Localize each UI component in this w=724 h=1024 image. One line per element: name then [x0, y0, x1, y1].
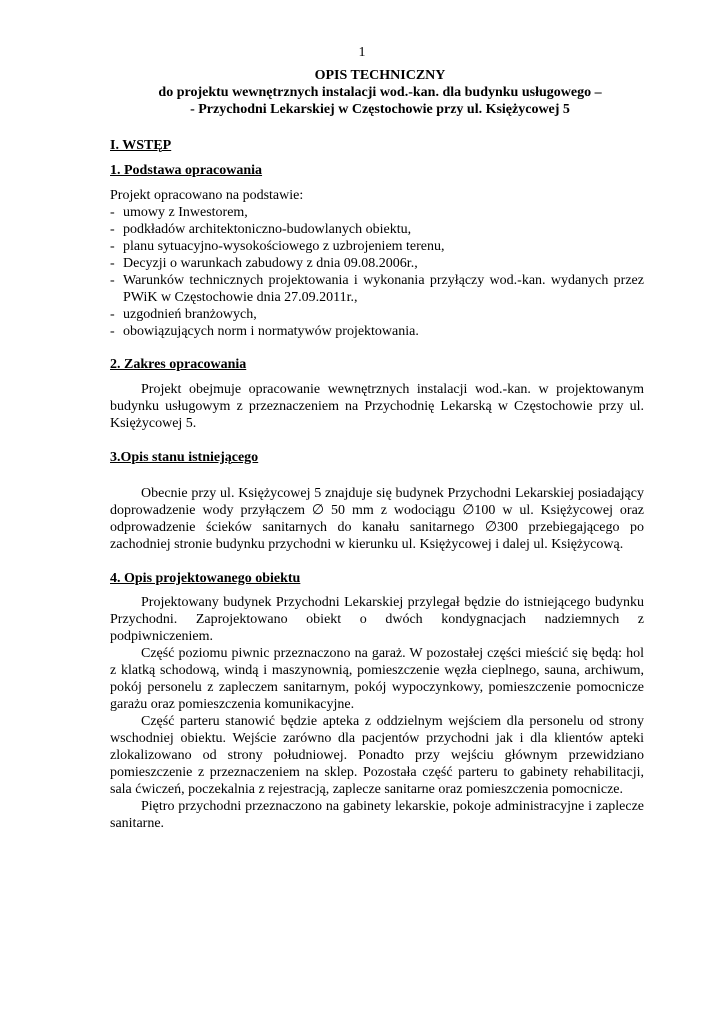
- document-body: [110, 137, 644, 832]
- basis-list: [110, 204, 644, 340]
- list-item: [110, 255, 644, 272]
- chapter-heading-wstep: I. WSTĘP: [110, 138, 172, 153]
- list-item: [110, 204, 644, 221]
- paragraph: Obecnie przy ul. Księżycowej 5 znajduje się budynek Przychodni Lekarskiej posiadający doprowadzenie wody przyłączem ∅ 50 mm z wodociągu ∅100 w ul. Księżycowej oraz odprowadzenie ścieków sanitarnych do kanału sanitarnego ∅300 przebiegającego po zachodniej stronie budynku przychodni w kierunku ul. Księżycowej i dalej ul. Księżycową.: [110, 486, 644, 552]
- section-lead-text: Projekt opracowano na podstawie:: [110, 188, 304, 203]
- paragraph: Piętro przychodni przeznaczono na gabinety lekarskie, pokoje administracyjne i zaplecze sanitarne.: [110, 799, 644, 831]
- page-number: 1: [358, 45, 366, 60]
- dash-bullet: -: [110, 273, 115, 288]
- list-item: [110, 306, 644, 323]
- dash-bullet: -: [110, 307, 115, 322]
- title-line-2: do projektu wewnętrznych instalacji wod.-kan. dla budynku usługowego –: [158, 85, 602, 100]
- section-zakres: [110, 356, 644, 432]
- section-heading-zakres: 2. Zakres opracowania: [110, 357, 247, 372]
- title-line-1: OPIS TECHNICZNY: [314, 68, 446, 83]
- section-heading-stan: 3.Opis stanu istniejącego: [110, 450, 259, 465]
- section-heading-obiekt: 4. Opis projektowanego obiektu: [110, 571, 301, 586]
- dash-bullet: -: [110, 239, 115, 254]
- dash-bullet: -: [110, 324, 115, 339]
- paragraph: Część parteru stanowić będzie apteka z oddzielnym wejściem dla personelu od strony wschodniej obiektu. Wejście zarówno dla pacjentów przychodni jak i dla klientów apteki zlokalizowano od strony południowej. Ponadto przy wejściu głównym przewidziano pomieszczenie z przeznaczeniem na sklep. Pozostała część parteru to gabinety rehabilitacji, sala ćwiczeń, poczekalnia z rejestracją, zaplecze sanitarne oraz pomieszczenia pomocnicze.: [110, 714, 644, 797]
- dash-bullet: -: [110, 256, 115, 271]
- section-stan-istniejacy: [110, 449, 644, 553]
- list-item-text: umowy z Inwestorem,: [123, 205, 248, 220]
- list-item-text: Warunków technicznych projektowania i wykonania przyłączy wod.-kan. wydanych przez PWiK w Częstochowie dnia 27.09.2011r.,: [123, 273, 644, 305]
- list-item-text: podkładów architektoniczno-budowlanych obiektu,: [123, 222, 412, 237]
- title-line-3: - Przychodni Lekarskiej w Częstochowie przy ul. Księżycowej 5: [190, 102, 570, 117]
- list-item: [110, 323, 644, 340]
- paragraph: Projekt obejmuje opracowanie wewnętrznych instalacji wod.-kan. w projektowanym budynku usługowym z przeznaczeniem na Przychodnię Lekarską w Częstochowie przy ul. Księżycowej 5.: [110, 382, 644, 431]
- paragraph: Projektowany budynek Przychodni Lekarskiej przylegał będzie do istniejącego budynku Przychodni. Zaprojektowano obiekt o dwóch kondygnacjach nadziemnych z podpiwniczeniem.: [110, 595, 644, 644]
- list-item-text: Decyzji o warunkach zabudowy z dnia 09.08.2006r.,: [123, 256, 418, 271]
- paragraph: Część poziomu piwnic przeznaczono na garaż. W pozostałej części mieścić się będą: hol z klatką schodową, windą i maszynownią, pomieszczenie węzła cieplnego, sauna, archiwum, pokój personelu z zapleczem sanitarnym, pokój wypoczynkowy, pomieszczenie pomocnicze garażu oraz pomieszczenia komunikacyjne.: [110, 646, 644, 712]
- list-item: [110, 221, 644, 238]
- dash-bullet: -: [110, 205, 115, 220]
- list-item: [110, 238, 644, 255]
- list-item-text: planu sytuacyjno-wysokościowego z uzbrojeniem terenu,: [123, 239, 445, 254]
- section-heading-podstawa: 1. Podstawa opracowania: [110, 163, 263, 178]
- list-item-text: uzgodnień branżowych,: [123, 307, 257, 322]
- section-projektowany-obiekt: [110, 570, 644, 832]
- list-item: [110, 272, 644, 306]
- list-item-text: obowiązujących norm i normatywów projektowania.: [123, 324, 419, 339]
- document-title: [100, 67, 660, 118]
- dash-bullet: -: [110, 222, 115, 237]
